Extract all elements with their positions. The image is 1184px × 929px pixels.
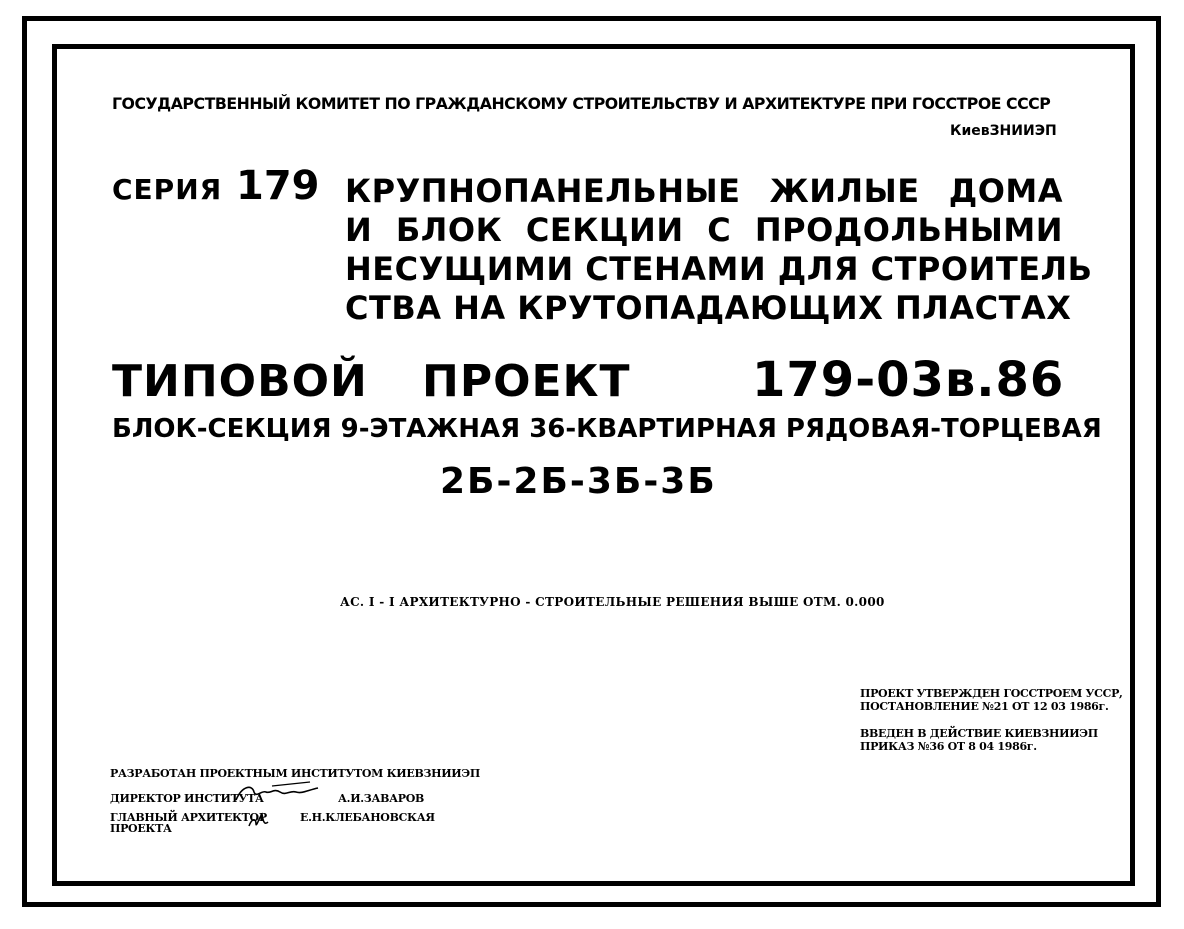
developer-line: РАЗРАБОТАН ПРОЕКТНЫМ ИНСТИТУТОМ КИЕВЗНИИЭП [110,767,480,780]
director-name: А.И.ЗАВАРОВ [338,792,425,805]
series-title [345,172,1093,328]
institute-name: КиевЗНИИЭП [950,123,1057,139]
series-title-line: НЕСУЩИМИ СТЕНАМИ ДЛЯ СТРОИТЕЛЬ [345,250,1093,288]
approval-line: ПРОЕКТ УТВЕРЖДЕН ГОССТРОЕМ УССР, [860,687,1123,700]
director-signature [232,780,322,806]
chief-architect-signature [246,808,272,834]
director-title: ДИРЕКТОР ИНСТИТУТА [110,792,264,805]
approval-line: ПРИКАЗ №36 ОТ 8 04 1986г. [860,740,1037,753]
chief-architect-title-cont: ПРОЕКТА [110,822,172,835]
approval-line: ВВЕДЕН В ДЕЙСТВИЕ КИЕВЗНИИЭП [860,727,1098,740]
album-title: АС. I - I АРХИТЕКТУРНО - СТРОИТЕЛЬНЫЕ РЕШЕНИЯ ВЫШЕ ОТМ. 0.000 [340,595,885,609]
apartment-scheme: 2Б-2Б-3Б-3Б [440,461,717,502]
approval-line: ПОСТАНОВЛЕНИЕ №21 ОТ 12 03 1986г. [860,700,1109,713]
series-label: СЕРИЯ [112,173,223,206]
series-title-line: И БЛОК СЕКЦИИ С ПРОДОЛЬНЫМИ [345,211,1063,249]
series-title-line: СТВА НА КРУТОПАДАЮЩИХ ПЛАСТАХ [345,289,1072,327]
series-title-line: КРУПНОПАНЕЛЬНЫЕ ЖИЛЫЕ ДОМА [345,172,1063,210]
project-label-typical: ТИПОВОЙ [112,356,368,407]
project-code: 179-03в.86 [752,352,1065,408]
block-section-description: БЛОК-СЕКЦИЯ 9-ЭТАЖНАЯ 36-КВАРТИРНАЯ РЯДОВАЯ-ТОРЦЕВАЯ [112,414,1102,444]
project-label-project: ПРОЕКТ [422,356,631,407]
chief-architect-name: Е.Н.КЛЕБАНОВСКАЯ [300,811,435,824]
series-number: 179 [236,163,320,209]
committee-heading: ГОСУДАРСТВЕННЫЙ КОМИТЕТ ПО ГРАЖДАНСКОМУ СТРОИТЕЛЬСТВУ И АРХИТЕКТУРЕ ПРИ ГОССТРОЕ СССР [112,94,1051,113]
chief-architect-title: ГЛАВНЫЙ АРХИТЕКТОР [110,811,267,824]
